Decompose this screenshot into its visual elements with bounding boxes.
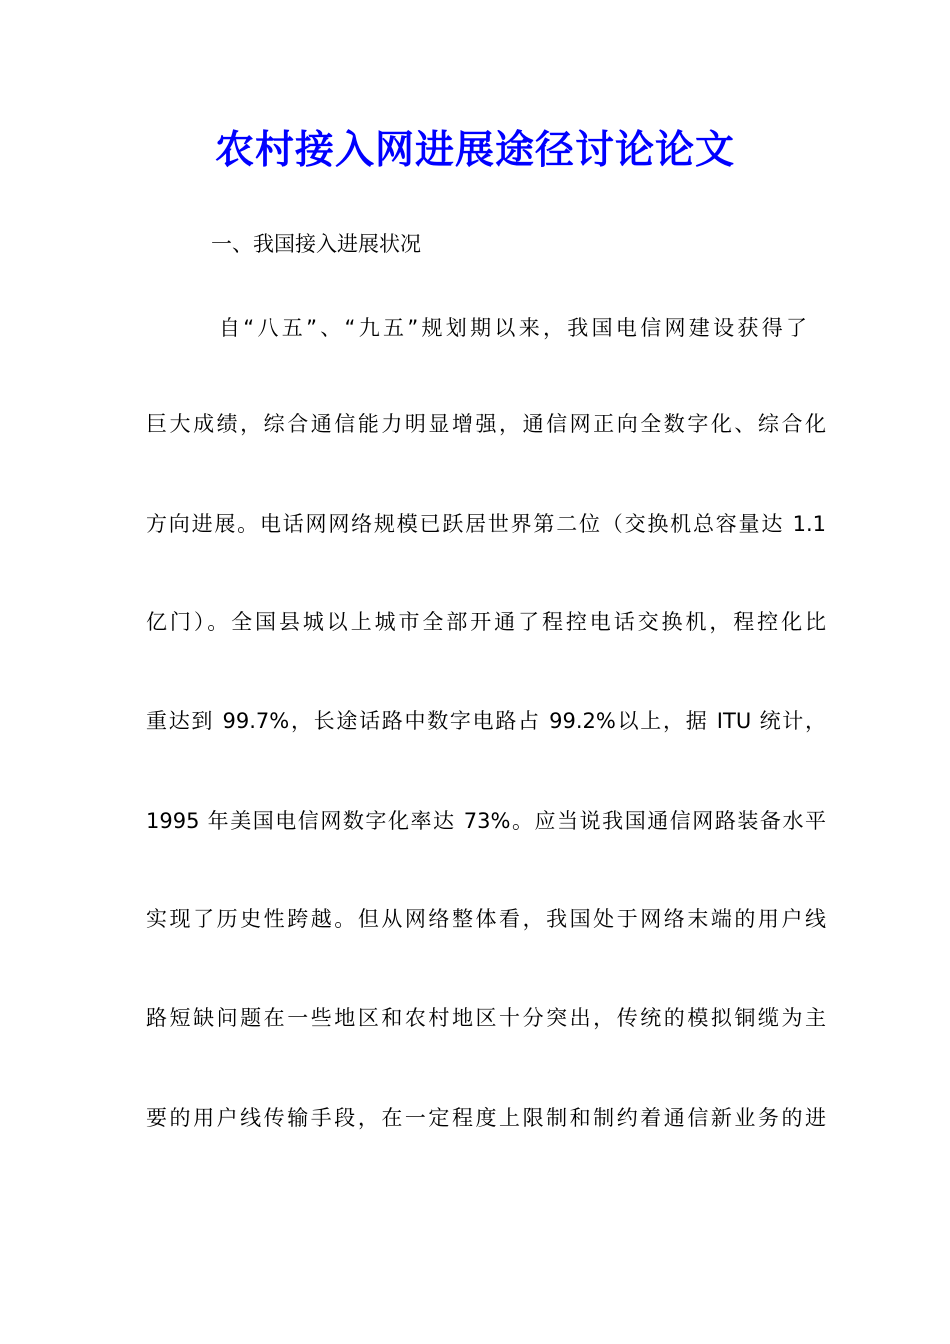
paragraph-line: 实现了历史性跨越。但从网络整体看，我国处于网络末端的用户线	[146, 907, 826, 931]
paragraph-line: 1995 年美国电信网数字化率达 73%。应当说我国通信网路装备水平	[146, 809, 826, 833]
paragraph-line: 巨大成绩，综合通信能力明显增强，通信网正向全数字化、综合化	[146, 412, 826, 436]
paragraph-line: 方向进展。电话网网络规模已跃居世界第二位（交换机总容量达 1.1	[146, 512, 826, 536]
section-heading: 一、我国接入进展状况	[211, 232, 421, 256]
paragraph-line: 自“八五”、“九五”规划期以来，我国电信网建设获得了	[219, 316, 807, 340]
paragraph-line: 重达到 99.7%，长途话路中数字电路占 99.2%以上，据 ITU 统计，	[146, 709, 826, 733]
paragraph-line: 要的用户线传输手段，在一定程度上限制和制约着通信新业务的进	[146, 1106, 826, 1130]
paragraph-line: 路短缺问题在一些地区和农村地区十分突出，传统的模拟铜缆为主	[146, 1006, 826, 1030]
paragraph-line: 亿门）。全国县城以上城市全部开通了程控电话交换机，程控化比	[146, 610, 826, 634]
document-title: 农村接入网进展途径讨论论文	[214, 127, 735, 173]
